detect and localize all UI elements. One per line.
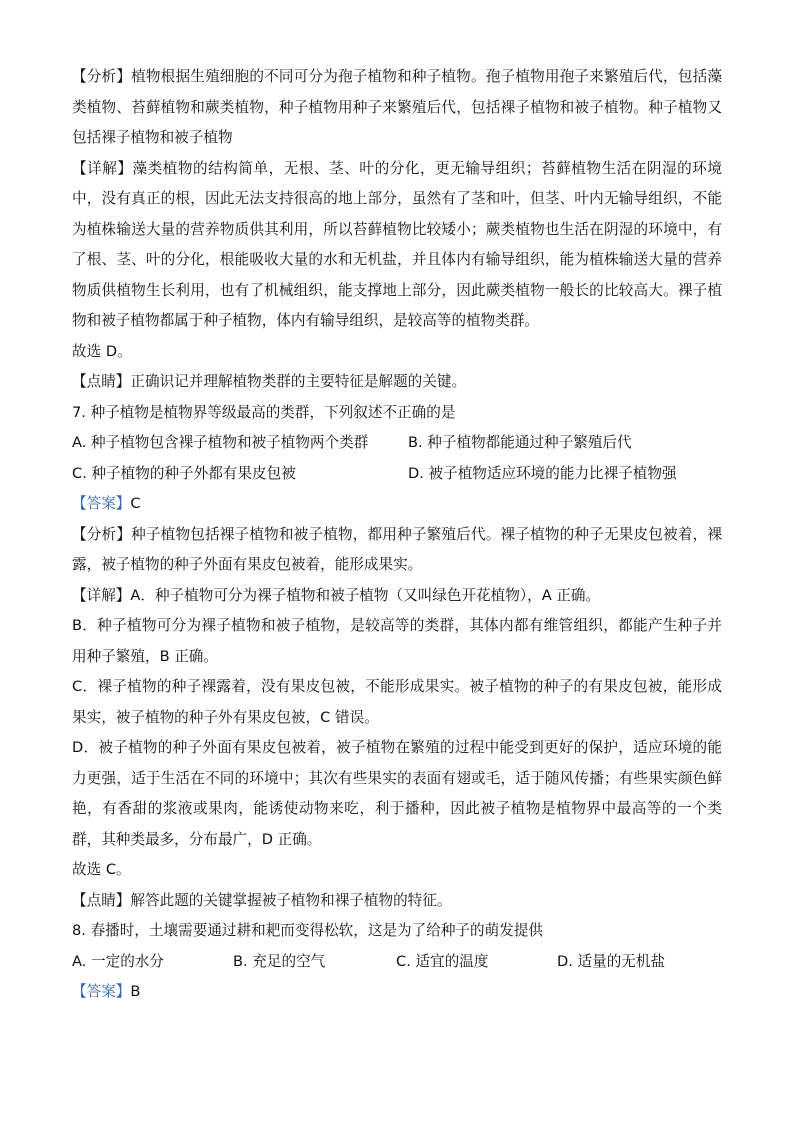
q6-detail-paragraph	[72, 154, 722, 337]
analysis-text: 种子植物包括裸子植物和被子植物，都用种子繁殖后代。裸子植物的种子无果皮包被着，裸露，被子植物的种子外面有果皮包被着，能形成果实。	[72, 525, 722, 573]
answer-value: B	[130, 983, 141, 1000]
q8-answer-line	[72, 977, 722, 1008]
comment-text: 解答此题的关键掌握被子植物和裸子植物的特征。	[130, 891, 452, 909]
q7-detail-b: B．种子植物可分为裸子植物和被子植物，是较高等的类群，其体内都有维管组织，都能产生种子并用种子繁殖，B 正确。	[72, 617, 722, 665]
q7-detail-d: D．被子植物的种子外面有果皮包被着，被子植物在繁殖的过程中能受到更好的保护，适应环境的能力更强，适于生活在不同的环境中；其次有些果实的表面有翅或毛，适于随风传播；有些果实颜色鲜艳，有香甜的浆液或果肉，能诱使动物来吃，利于播种，因此被子植物是植物界中最高等的一个类群，其种类最多，分布最广，D 正确。	[72, 739, 722, 848]
q7-comment-paragraph	[72, 886, 722, 917]
analysis-tag: 【分析】	[72, 68, 132, 85]
detail-tag: 【详解】	[72, 586, 131, 604]
q7-detail-c: C．裸子植物的种子裸露着，没有果皮包被，不能形成果实。被子植物的种子的有果皮包被，能形成果实，被子植物的种子外有果皮包被，C 错误。	[72, 678, 722, 726]
comment-text: 正确识记并理解植物类群的主要特征是解题的关键。	[130, 373, 467, 390]
q8-option-c: C. 适宜的温度	[396, 952, 489, 970]
q7-stem: 7. 种子植物是植物界等级最高的类群，下列叙述不正确的是	[72, 403, 456, 421]
q6-comment-paragraph	[72, 367, 722, 398]
q6-choice: 故选 D。	[72, 342, 132, 360]
q6-analysis-paragraph	[72, 62, 722, 154]
q7-option-a: A. 种子植物包含裸子植物和被子植物两个类群	[72, 434, 369, 451]
q7-answer-line	[72, 489, 722, 520]
q7-analysis-paragraph	[72, 520, 722, 581]
q7-option-d: D. 被子植物适应环境的能力比裸子植物强	[408, 464, 677, 482]
q7-choice: 故选 C。	[72, 861, 131, 878]
answer-tag: 【答案】	[72, 495, 131, 512]
analysis-tag: 【分析】	[72, 525, 132, 543]
detail-tag: 【详解】	[72, 159, 133, 177]
comment-tag: 【点睛】	[72, 891, 131, 909]
q8-stem: 8. 春播时，土壤需要通过耕和耙而变得松软，这是为了给种子的萌发提供	[72, 922, 543, 939]
q8-option-b: B. 充足的空气	[233, 952, 326, 970]
detail-text: 藻类植物的结构简单，无根、茎、叶的分化，更无输导组织；苔藓植物生活在阴湿的环境中，没有真正的根，因此无法支持很高的地上部分，虽然有了茎和叶，但茎、叶内无输导组织，不能为植株输送大量的营养物质供其利用，所以苔藓植物比较矮小；蕨类植物也生活在阴湿的环境中，有了根、茎、叶的分化，根能吸收大量的水和无机盐，并且体内有输导组织，能为植株输送大量的营养物质供植物生长利用，也有了机械组织，能支撑地上部分，因此蕨类植物一般长的比较高大。裸子植物和被子植物都属于种子植物，体内有输导组织，是较高等的植物类群。	[72, 159, 722, 329]
q8-option-a: A. 一定的水分	[72, 952, 164, 970]
document-page	[72, 62, 722, 1008]
answer-tag: 【答案】	[72, 983, 131, 1000]
q7-option-c: C. 种子植物的种子外都有果皮包被	[72, 464, 296, 482]
q8-options	[72, 947, 722, 978]
q7-option-b: B. 种子植物都能通过种子繁殖后代	[408, 434, 632, 451]
q7-options	[72, 428, 722, 489]
detail-text: A．种子植物可分为裸子植物和被子植物（又叫绿色开花植物），A 正确。	[130, 586, 601, 604]
answer-value: C	[130, 495, 141, 512]
q8-option-d: D. 适量的无机盐	[557, 952, 666, 970]
q7-detail-a	[72, 581, 722, 612]
comment-tag: 【点睛】	[72, 373, 131, 390]
analysis-text: 植物根据生殖细胞的不同可分为孢子植物和种子植物。孢子植物用孢子来繁殖后代，包括藻类植物、苔藓植物和蕨类植物，种子植物用种子来繁殖后代，包括裸子植物和被子植物。种子植物又包括裸子植物和被子植物	[72, 68, 722, 146]
